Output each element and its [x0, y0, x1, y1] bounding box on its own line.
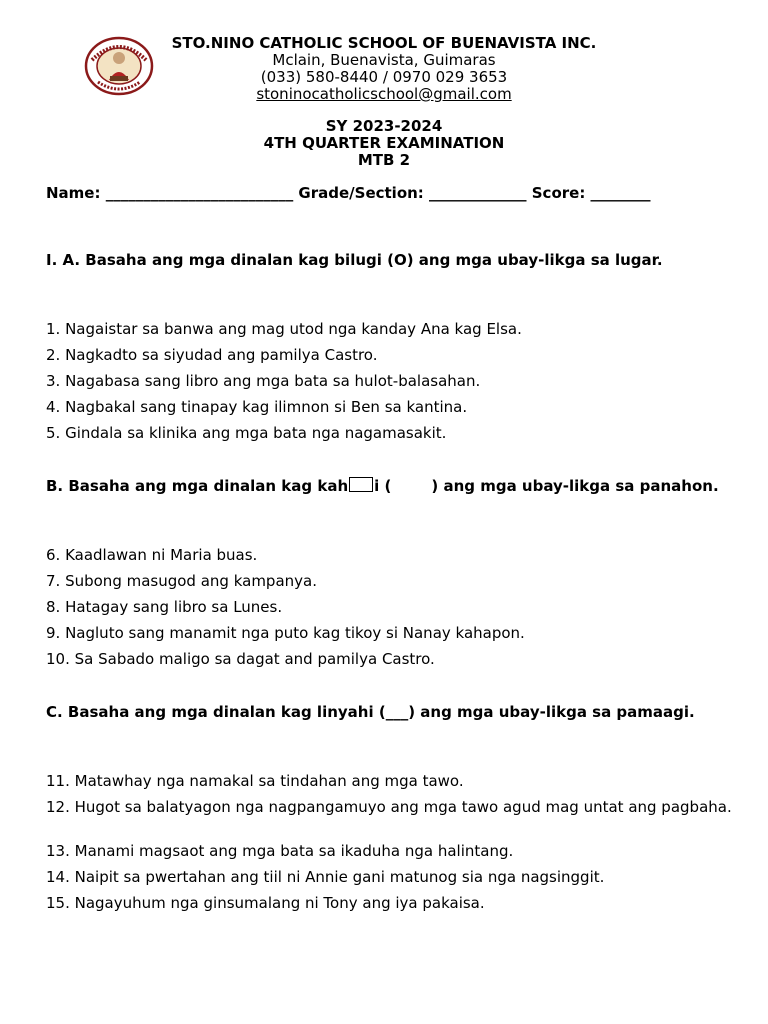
- question-item: 4. Nagbakal sang tinapay kag ilimnon si Ben sa kantina.: [46, 398, 468, 416]
- school-year: SY 2023-2024: [325, 117, 443, 135]
- exam-titles: [0, 118, 768, 169]
- question-item: 9. Nagluto sang manamit nga puto kag tikoy si Nanay kahapon.: [46, 624, 525, 642]
- section-c-heading: C. Basaha ang mga dinalan kag linyahi (___) ang mga ubay-likga sa pamaagi.: [46, 703, 695, 721]
- question-item: 11. Matawhay nga namakal sa tindahan ang mga tawo.: [46, 772, 464, 790]
- question-item: 10. Sa Sabado maligo sa dagat and pamilya Castro.: [46, 650, 435, 668]
- question-item: 7. Subong masugod ang kampanya.: [46, 572, 317, 590]
- section-a-heading: I. A. Basaha ang mga dinalan kag bilugi (O) ang mga ubay-likga sa lugar.: [46, 251, 663, 269]
- school-address: Mclain, Buenavista, Guimaras: [272, 51, 496, 69]
- question-item: 15. Nagayuhum nga ginsumalang ni Tony ang iya pakaisa.: [46, 894, 485, 912]
- section-b-heading-end: ) ang mga ubay-likga sa panahon.: [431, 477, 719, 495]
- question-item: 13. Manami magsaot ang mga bata sa ikaduha nga halintang.: [46, 842, 514, 860]
- question-item: 2. Nagkadto sa siyudad ang pamilya Castro.: [46, 346, 378, 364]
- question-item: 6. Kaadlawan ni Maria buas.: [46, 546, 258, 564]
- question-item: 5. Gindala sa klinika ang mga bata nga nagamasakit.: [46, 424, 447, 442]
- school-email-link[interactable]: stoninocatholicschool@gmail.com: [256, 85, 512, 103]
- box-symbol-icon: [349, 477, 373, 492]
- question-item: 1. Nagaistar sa banwa ang mag utod nga kanday Ana kag Elsa.: [46, 320, 522, 338]
- section-b-heading-middle: i (: [374, 477, 392, 495]
- school-phone: (033) 580-8440 / 0970 029 3653: [260, 68, 508, 86]
- question-item: 14. Naipit sa pwertahan ang tiil ni Annie gani matunog sia nga nagsinggit.: [46, 868, 605, 886]
- question-item: 12. Hugot sa balatyagon nga nagpangamuyo ang mga tawo agud mag untat ang pagbaha.: [46, 798, 732, 816]
- question-item: 3. Nagabasa sang libro ang mga bata sa hulot-balasahan.: [46, 372, 481, 390]
- section-b-heading-start: B. Basaha ang mga dinalan kag kah: [46, 477, 349, 495]
- subject-title: MTB 2: [357, 151, 411, 169]
- student-info-line[interactable]: Name: _________________________ Grade/Section: _____________ Score: ________: [46, 184, 651, 202]
- section-b-heading: [46, 477, 726, 496]
- question-item: 8. Hatagay sang libro sa Lunes.: [46, 598, 283, 616]
- exam-title: 4TH QUARTER EXAMINATION: [263, 134, 505, 152]
- school-header: [0, 35, 768, 103]
- school-name: STO.NINO CATHOLIC SCHOOL OF BUENAVISTA INC.: [171, 34, 597, 52]
